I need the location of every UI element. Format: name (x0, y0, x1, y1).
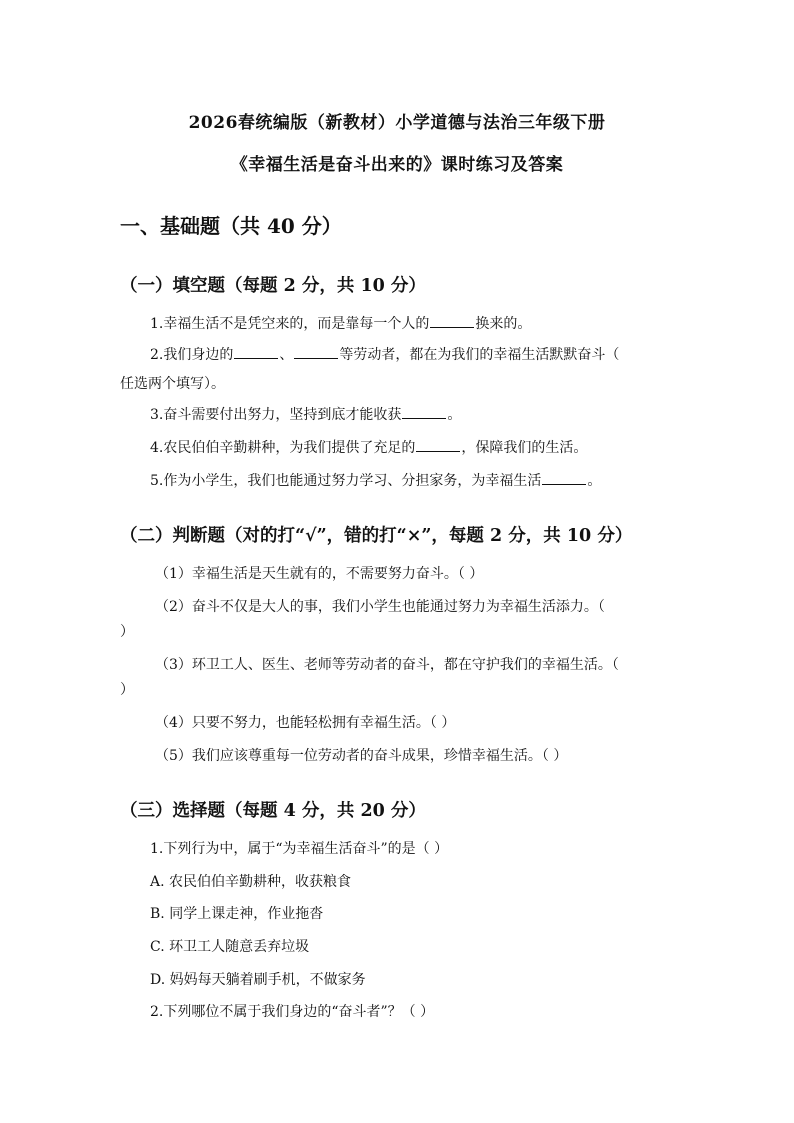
answer-blank (294, 346, 338, 359)
answer-blank (430, 315, 474, 328)
question-text: 1.幸福生活不是凭空来的，而是靠每一个人的 (150, 316, 430, 332)
judge-question-5: （5）我们应该尊重每一位劳动者的奋斗成果，珍惜幸福生活。（ ） (155, 748, 568, 764)
question-text: 。 (447, 407, 462, 423)
answer-blank (416, 439, 460, 452)
judge-question-3-bracket: ） (120, 682, 134, 698)
fill-question-2-continued: 任选两个填写）。 (120, 376, 225, 392)
question-text: 5.作为小学生，我们也能通过努力学习、分担家务，为幸福生活 (150, 473, 542, 489)
choice-question-1: 1.下列行为中，属于“为幸福生活奋斗”的是（ ） (150, 841, 449, 857)
answer-blank (234, 346, 278, 359)
choice-option-a: A. 农民伯伯辛勤耕种，收获粮食 (150, 874, 352, 890)
subsection-heading-choice: （三）选择题（每题 4 分，共 20 分） (120, 801, 426, 821)
question-text: 2.我们身边的 (150, 347, 234, 363)
judge-question-2-bracket: ） (120, 624, 134, 640)
question-text: 3.奋斗需要付出努力，坚持到底才能收获 (150, 407, 402, 423)
fill-question-2 (150, 344, 619, 364)
judge-question-2: （2）奋斗不仅是大人的事，我们小学生也能通过努力为幸福生活添力。（ (155, 599, 605, 615)
answer-blank (542, 472, 586, 485)
choice-option-d: D. 妈妈每天躺着刷手机，不做家务 (150, 972, 366, 988)
fill-question-1 (150, 313, 531, 333)
question-text: 。 (587, 473, 602, 489)
question-text: 4.农民伯伯辛勤耕种，为我们提供了充足的 (150, 440, 416, 456)
judge-question-3: （3）环卫工人、医生、老师等劳动者的奋斗，都在守护我们的幸福生活。（ (155, 657, 619, 673)
question-text: 、 (279, 347, 294, 363)
question-text: 换来的。 (475, 316, 532, 332)
answer-blank (402, 406, 446, 419)
subsection-heading-fill: （一）填空题（每题 2 分，共 10 分） (120, 276, 426, 296)
section-heading-basic: 一、基础题（共 40 分） (120, 214, 342, 238)
judge-question-1: （1）幸福生活是天生就有的，不需要努力奋斗。（ ） (155, 566, 484, 582)
choice-option-c: C. 环卫工人随意丢弃垃圾 (150, 939, 310, 955)
document-title-line1: 2026春统编版（新教材）小学道德与法治三年级下册 (188, 113, 606, 133)
fill-question-4 (150, 437, 587, 457)
judge-question-4: （4）只要不努力，也能轻松拥有幸福生活。（ ） (155, 715, 456, 731)
document-title-line2: 《幸福生活是奋斗出来的》课时练习及答案 (230, 155, 564, 175)
choice-question-2: 2.下列哪位不属于我们身边的“奋斗者”？（ ） (150, 1004, 435, 1020)
fill-question-5 (150, 470, 601, 490)
fill-question-3 (150, 404, 461, 424)
subsection-heading-judge: （二）判断题（对的打“√”，错的打“×”，每题 2 分，共 10 分） (120, 526, 633, 546)
question-text: 等劳动者，都在为我们的幸福生活默默奋斗（ (339, 347, 620, 363)
question-text: ，保障我们的生活。 (461, 440, 588, 456)
choice-option-b: B. 同学上课走神，作业拖沓 (150, 906, 324, 922)
